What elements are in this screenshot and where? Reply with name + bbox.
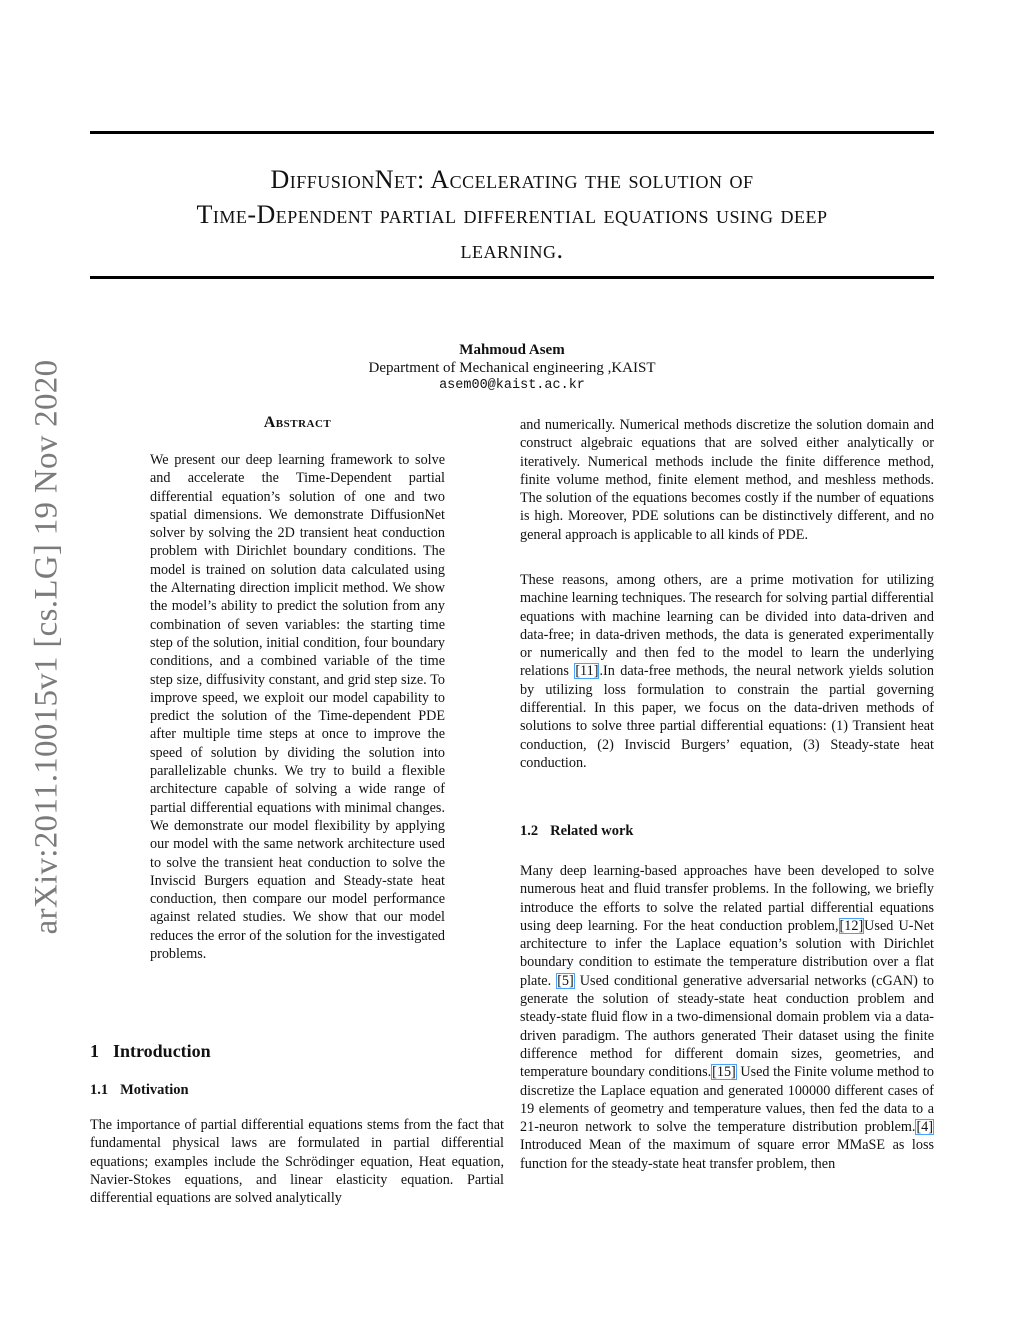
section-heading-introduction — [90, 1041, 211, 1062]
paragraph-text: These reasons, among others, are a prime motivation for utilizing machine learning techniques. The research for solving partial differential equations with machine learning can be divided into data-driven and data-free; in data-driven methods, the data is generated experimentally or numerically and then fed to the model to learn the underlying relations — [520, 572, 934, 680]
related-work-paragraph — [520, 862, 934, 1173]
subsection-title: Motivation — [120, 1082, 189, 1098]
title-line-2: Time-Dependent partial differential equations using deep — [196, 200, 828, 229]
subsection-title: Related work — [550, 823, 634, 839]
subsection-heading-related-work — [520, 823, 634, 840]
paragraph-text: Many deep learning-based approaches have been developed to solve numerous heat and fluid transfer problems. In the following, we briefly introduce the efforts to solve the related partial differential equations using deep learning. For the heat conduction problem, — [520, 863, 934, 934]
ml-motivation-paragraph — [520, 571, 934, 772]
arxiv-identifier-stamp: arXiv:2011.10015v1 [cs.LG] 19 Nov 2020 — [28, 359, 65, 935]
citation-link[interactable]: [12] — [839, 917, 864, 934]
citation-link[interactable]: [11] — [575, 663, 599, 680]
paragraph-text: .In data-free methods, the neural network yields solution by utilizing loss formulation to constrain the partial governing differential. In this paper, we focus on the data-driven methods of solutions to solve three partial differential equations: (1) Transient heat conduction, (2) Inviscid Burgers’ equation, (3) Steady-state heat conduction. — [520, 663, 934, 771]
citation-link[interactable]: [4] — [916, 1119, 933, 1136]
numerical-methods-paragraph: and numerically. Numerical methods discretize the solution domain and construct algebraic equations that are solved either analytically or iteratively. Numerical methods include the finite difference method, finite volume method, finite element method, and meshless methods. The solution of the equations becomes costly if the number of equations is high. Moreover, PDE solutions can be distinctively different, and no general approach is applicable to all kinds of PDE. — [520, 417, 934, 543]
author-affiliation: Department of Mechanical engineering ,KAIST — [368, 360, 656, 376]
author-block — [260, 341, 764, 395]
author-email: asem00@kaist.ac.kr — [439, 378, 585, 393]
abstract-heading: Abstract — [263, 414, 332, 431]
paragraph-text: Used conditional generative adversarial networks (cGAN) to generate the solution of steady-state heat conduction problem and steady-state fluid flow in a two-dimensional domain problem via a data-driven paradigm. The authors generated Their dataset using the finite difference method for different domain sizes, geometries, and temperature boundary conditions. — [520, 972, 934, 1081]
citation-link[interactable]: [15] — [712, 1064, 736, 1081]
author-name: Mahmoud Asem — [459, 342, 565, 358]
paper-title — [90, 162, 934, 267]
title-rule-top — [90, 131, 934, 134]
title-rule-bottom — [90, 276, 934, 279]
subsection-number: 1.1 — [90, 1082, 109, 1098]
abstract-text: We present our deep learning framework to solve and accelerate the Time-Dependent partial differential equation’s solution of one and two spatial dimensions. We demonstrate DiffusionNet solver by solving the 2D transient heat conduction problem with Dirichlet boundary conditions. The model is trained on solution data calculated using the Alternating direction implicit method. We show the model’s ability to predict the solution from any combination of seven variables: the starting time step of the solution, initial condition, four boundary conditions, and a combined variable of the time step size, diffusivity constant, and grid step size. To improve speed, we exploit our model capability to predict the solution of the Time-dependent PDE after multiple time steps at once to improve the speed of solution by dividing the solution into parallelizable chunks. We try to build a flexible architecture capable of solving a wide range of partial differential equations with minimal changes. We demonstrate our model flexibility by applying our model with the same network architecture used to solve the transient heat conduction to solve the Inviscid Burgers equation and Steady-state heat conduction, then compare our model performance against related studies. We show that our model reduces the error of the solution for the investigated problems. — [150, 452, 445, 963]
title-line-3: learning. — [460, 235, 564, 264]
section-title: Introduction — [113, 1041, 211, 1061]
paragraph-text: Introduced Mean of the maximum of square error MMaSE as loss function for the steady-state heat transfer problem, then — [520, 1137, 934, 1172]
paragraph-text: Used U-Net architecture to infer the Laplace equation’s solution with Dirichlet boundary condition to estimate the temperature distribution over a flat plate. — [520, 917, 934, 989]
motivation-paragraph: The importance of partial differential equations stems from the fact that fundamental physical laws are formulated in partial differential equations; examples include the Schrödinger equation, Heat equation, Navier-Stokes equations, and linear elasticity equation. Partial differential equations are solved analytically — [90, 1117, 504, 1207]
subsection-number: 1.2 — [520, 823, 539, 839]
citation-link[interactable]: [5] — [557, 972, 574, 989]
paragraph-text: Used the Finite volume method to discretize the Laplace equation and generated 100000 different cases of 19 elements of geometry and temperature values, then fed the data to a 21-neuron network to solve the temperature distribution problem. — [520, 1064, 934, 1136]
title-line-1: DiffusionNet: Accelerating the solution of — [270, 165, 754, 194]
subsection-heading-motivation — [90, 1082, 189, 1099]
section-number: 1 — [90, 1041, 99, 1061]
